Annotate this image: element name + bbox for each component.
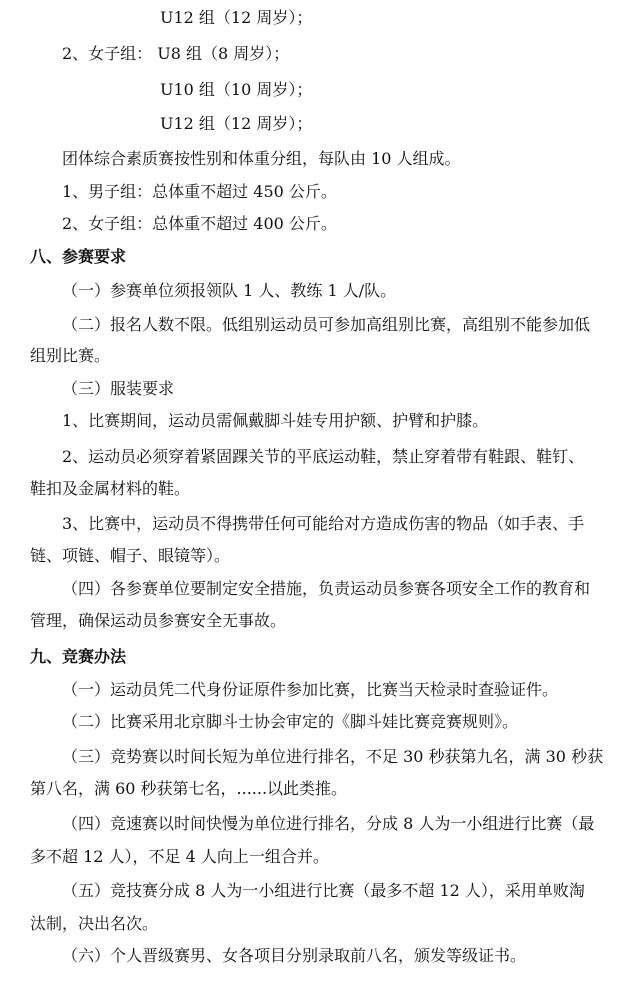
text-line: 1、比赛期间，运动员需佩戴脚斗娃专用护额、护臂和护膝。 — [62, 411, 489, 430]
text-line: 管理，确保运动员参赛安全无事故。 — [30, 611, 287, 630]
text-line: 团体综合素质赛按性别和体重分组，每队由 10 人组成。 — [62, 149, 461, 168]
text-line: 2、女子组： U8 组（8 周岁）； — [62, 44, 290, 63]
text-line: 汰制，决出名次。 — [30, 914, 159, 933]
text-line: （一）运动员凭二代身份证原件参加比赛，比赛当天检录时查验证件。 — [62, 680, 559, 699]
text-line: （二）报名人数不限。低组别运动员可参加高组别比赛，高组别不能参加低 — [62, 315, 591, 334]
text-line: （五）竞技赛分成 8 人为一小组进行比赛（最多不超 12 人），采用单败淘 — [62, 881, 585, 900]
text-line: 第八名，满 60 秒获第七名，......以此类推。 — [30, 779, 348, 798]
text-line: 多不超 12 人），不足 4 人向上一组合并。 — [30, 847, 329, 866]
text-line: 链、项链、帽子、眼镜等）。 — [30, 546, 231, 565]
text-line: U10 组（10 周岁）； — [160, 80, 313, 99]
text-line: 组别比赛。 — [30, 346, 111, 365]
text-line: （二）比赛采用北京脚斗士协会审定的《脚斗娃比赛竞赛规则》。 — [62, 712, 519, 731]
text-line: 2、运动员必须穿着紧固踝关节的平底运动鞋，禁止穿着带有鞋跟、鞋钉、 — [62, 447, 585, 466]
text-line: （三）竞势赛以时间长短为单位进行排名，不足 30 秒获第九名，满 30 秒获 — [62, 747, 604, 766]
text-line: （一）参赛单位须报领队 1 人、教练 1 人/队。 — [62, 281, 397, 300]
text-line: U12 组（12 周岁）； — [160, 8, 313, 27]
text-line: U12 组（12 周岁）； — [160, 114, 313, 133]
text-line: （六）个人晋级赛男、女各项目分别录取前八名，颁发等级证书。 — [62, 946, 527, 965]
text-line: 鞋扣及金属材料的鞋。 — [30, 479, 191, 498]
text-line: 1、男子组：总体重不超过 450 公斤。 — [62, 182, 337, 201]
text-line: 3、比赛中，运动员不得携带任何可能给对方造成伤害的物品（如手表、手 — [62, 514, 585, 533]
section-heading: 八、参赛要求 — [30, 247, 127, 266]
text-line: （四）竞速赛以时间快慢为单位进行排名，分成 8 人为一小组进行比赛（最 — [62, 814, 595, 833]
text-line: （四）各参赛单位要制定安全措施，负责运动员参赛各项安全工作的教育和 — [62, 579, 591, 598]
text-line: （三）服装要求 — [62, 379, 175, 398]
text-line: 2、女子组：总体重不超过 400 公斤。 — [62, 214, 337, 233]
section-heading: 九、竞赛办法 — [30, 647, 127, 666]
